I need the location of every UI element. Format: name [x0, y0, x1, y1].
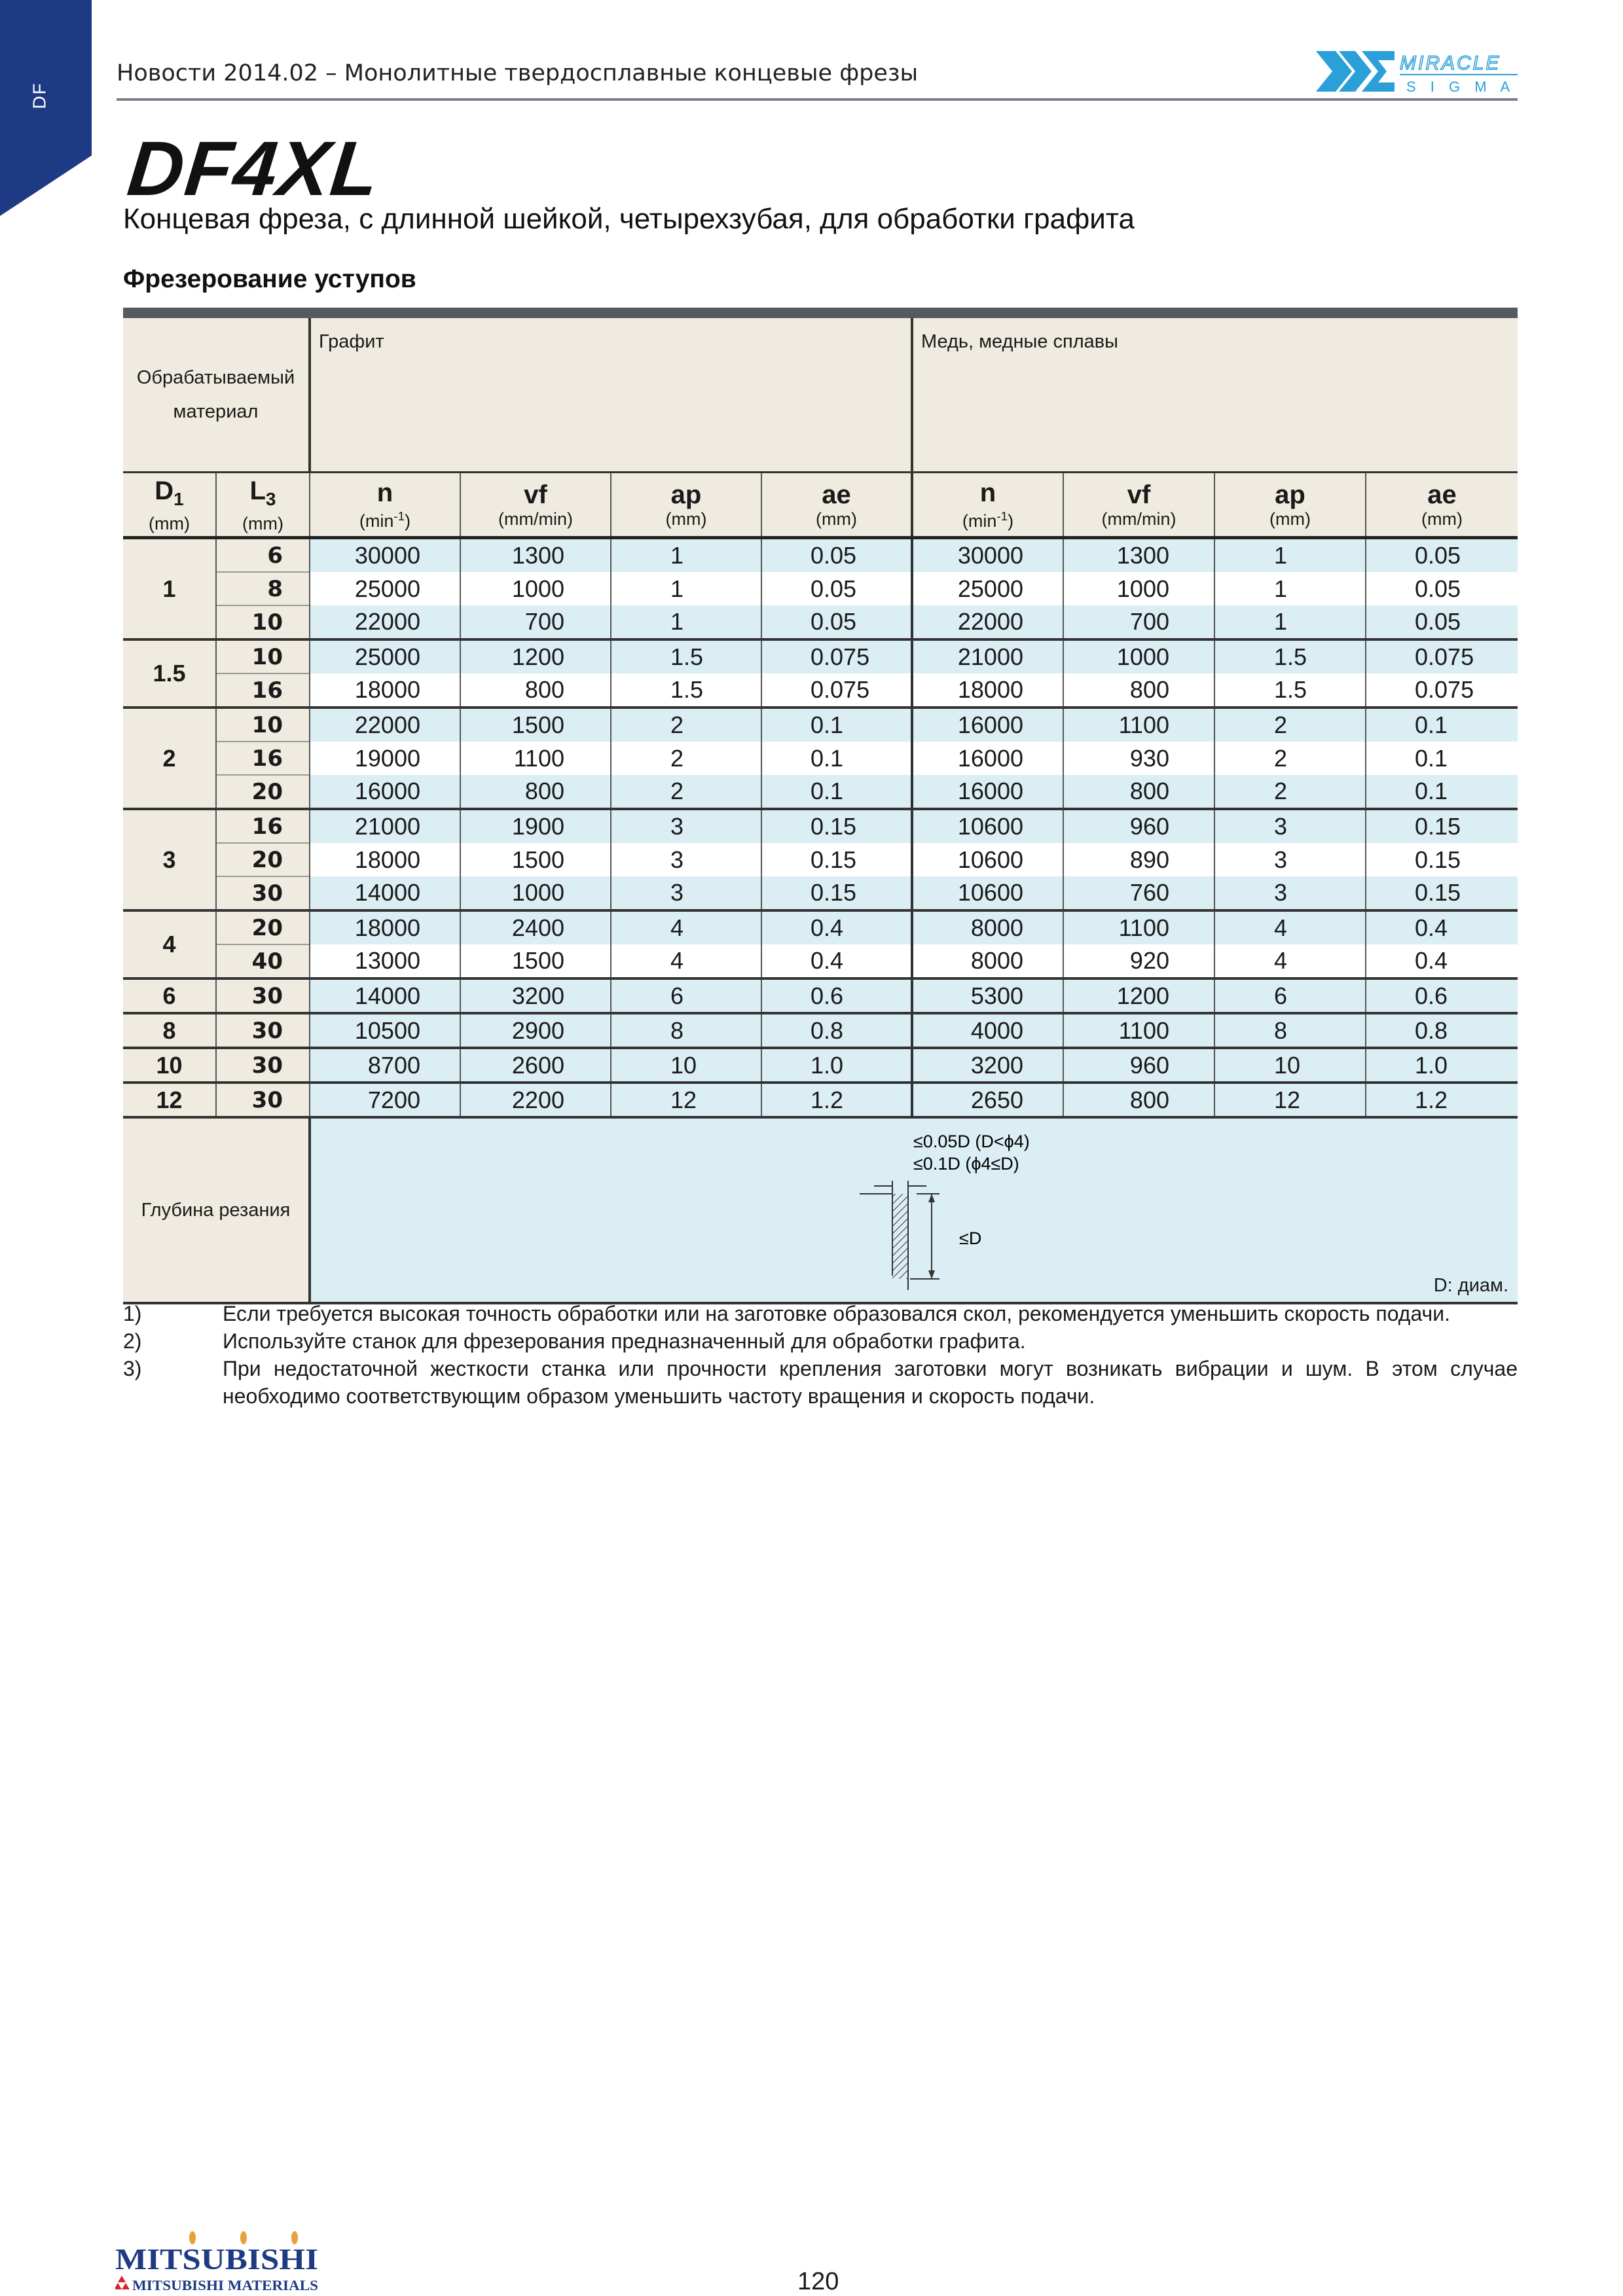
copper-n-cell: 8000: [912, 944, 1063, 978]
depth-of-cut-diagram: [310, 1117, 1518, 1303]
cutting-conditions-table: [123, 318, 1518, 1304]
graphite-vf-cell: 1000: [460, 572, 611, 605]
depth-ae-condition-1: ≤0.05D (D<ϕ4): [913, 1132, 1030, 1151]
col-header-n-graphite: n $(\min^{-1})$: [310, 473, 460, 538]
neck-length-cell: 30: [216, 876, 310, 910]
neck-length-cell: 6: [216, 538, 310, 573]
graphite-n-cell: 21000: [310, 809, 460, 843]
copper-n-cell: 21000: [912, 639, 1063, 673]
copper-ae-cell: 0.1: [1366, 775, 1518, 809]
copper-vf-cell: 920: [1063, 944, 1214, 978]
neck-length-cell: 8: [216, 572, 310, 605]
graphite-n-cell: 10500: [310, 1013, 460, 1048]
graphite-ap-cell: 4: [611, 944, 761, 978]
depth-of-cut-label: Глубина резания: [123, 1117, 310, 1303]
graphite-n-cell: 25000: [310, 572, 460, 605]
copper-vf-cell: 960: [1063, 809, 1214, 843]
col-header-ae-graphite: ae (mm): [761, 473, 912, 538]
graphite-ap-cell: 1: [611, 538, 761, 573]
neck-length-cell: 10: [216, 605, 310, 639]
neck-length-cell: 16: [216, 673, 310, 708]
copper-ap-cell: 1.5: [1214, 673, 1366, 708]
column-header-row: [123, 473, 1518, 538]
table-row: [123, 944, 1518, 978]
diameter-note: D: диам.: [1433, 1275, 1509, 1296]
copper-vf-cell: 760: [1063, 876, 1214, 910]
table-row: [123, 708, 1518, 742]
col-header-vf-copper: vf (mm/min): [1063, 473, 1214, 538]
table-row: [123, 1083, 1518, 1117]
graphite-vf-cell: 1300: [460, 538, 611, 573]
graphite-ap-cell: 4: [611, 910, 761, 944]
neck-length-cell: 30: [216, 1048, 310, 1083]
graphite-ap-cell: 2: [611, 742, 761, 775]
copper-n-cell: 3200: [912, 1048, 1063, 1083]
copper-n-cell: 10600: [912, 876, 1063, 910]
graphite-n-cell: 13000: [310, 944, 460, 978]
col-header-ap-copper: ap (mm): [1214, 473, 1366, 538]
note-number: 2): [123, 1329, 142, 1353]
table-row: [123, 538, 1518, 573]
diameter-cell: 4: [123, 910, 216, 978]
graphite-ae-cell: 0.075: [761, 673, 912, 708]
copper-ae-cell: 1.2: [1366, 1083, 1518, 1117]
copper-ap-cell: 1: [1214, 605, 1366, 639]
copper-ae-cell: 0.4: [1366, 944, 1518, 978]
copper-ap-cell: 3: [1214, 876, 1366, 910]
graphite-n-cell: 25000: [310, 639, 460, 673]
table-row: [123, 775, 1518, 809]
copper-n-cell: 4000: [912, 1013, 1063, 1048]
neck-length-cell: 20: [216, 775, 310, 809]
graphite-vf-cell: 1000: [460, 876, 611, 910]
graphite-ap-cell: 12: [611, 1083, 761, 1117]
copper-vf-cell: 800: [1063, 1083, 1214, 1117]
copper-vf-cell: 960: [1063, 1048, 1214, 1083]
material-label-line1: Обрабатываемый: [136, 367, 295, 388]
copper-vf-cell: 800: [1063, 775, 1214, 809]
copper-n-cell: 5300: [912, 978, 1063, 1013]
graphite-ap-cell: 3: [611, 843, 761, 876]
graphite-vf-cell: 3200: [460, 978, 611, 1013]
section-title: Фрезерование уступов: [123, 265, 416, 293]
copper-vf-cell: 1200: [1063, 978, 1214, 1013]
section-tab-label: DF: [29, 82, 50, 109]
note-text: Используйте станок для фрезерования предназначенный для обработки графита.: [223, 1329, 1026, 1353]
copper-n-cell: 10600: [912, 843, 1063, 876]
copper-ap-cell: 4: [1214, 944, 1366, 978]
page-number: 120: [797, 2268, 839, 2295]
copper-vf-cell: 890: [1063, 843, 1214, 876]
page-header-title: Новости 2014.02 – Монолитные твердосплавные концевые фрезы: [117, 60, 919, 86]
logo-mitsubishi: MITSUBISHI: [115, 2242, 318, 2276]
graphite-n-cell: 8700: [310, 1048, 460, 1083]
depth-ap-condition: ≤D: [959, 1229, 982, 1248]
neck-length-cell: 16: [216, 809, 310, 843]
graphite-n-cell: 14000: [310, 978, 460, 1013]
note-item: [123, 1355, 1518, 1410]
graphite-ae-cell: 1.0: [761, 1048, 912, 1083]
diameter-cell: 2: [123, 708, 216, 809]
depth-ae-condition-2: ≤0.1D (ϕ4≤D): [913, 1154, 1019, 1174]
copper-ae-cell: 0.15: [1366, 809, 1518, 843]
copper-n-cell: 2650: [912, 1083, 1063, 1117]
graphite-ae-cell: 0.05: [761, 605, 912, 639]
copper-ae-cell: 0.1: [1366, 742, 1518, 775]
graphite-vf-cell: 800: [460, 673, 611, 708]
table-row: [123, 572, 1518, 605]
note-number: 3): [123, 1357, 142, 1380]
graphite-ap-cell: 10: [611, 1048, 761, 1083]
graphite-ae-cell: 0.05: [761, 572, 912, 605]
diameter-cell: 1: [123, 538, 216, 640]
neck-length-cell: 10: [216, 639, 310, 673]
material-label-line2: материал: [173, 401, 259, 422]
graphite-ae-cell: 0.4: [761, 910, 912, 944]
copper-ap-cell: 1: [1214, 538, 1366, 573]
copper-ap-cell: 12: [1214, 1083, 1366, 1117]
graphite-ap-cell: 6: [611, 978, 761, 1013]
diameter-cell: 6: [123, 978, 216, 1013]
diameter-cell: 3: [123, 809, 216, 910]
graphite-ap-cell: 8: [611, 1013, 761, 1048]
graphite-vf-cell: 1100: [460, 742, 611, 775]
copper-ae-cell: 0.05: [1366, 572, 1518, 605]
copper-vf-cell: 1000: [1063, 639, 1214, 673]
graphite-vf-cell: 2400: [460, 910, 611, 944]
graphite-ap-cell: 1.5: [611, 639, 761, 673]
copper-ae-cell: 0.075: [1366, 673, 1518, 708]
copper-ae-cell: 0.15: [1366, 876, 1518, 910]
graphite-ap-cell: 1.5: [611, 673, 761, 708]
graphite-n-cell: 14000: [310, 876, 460, 910]
graphite-ap-cell: 2: [611, 775, 761, 809]
diameter-cell: 8: [123, 1013, 216, 1048]
graphite-ap-cell: 1: [611, 572, 761, 605]
graphite-vf-cell: 700: [460, 605, 611, 639]
copper-n-cell: 16000: [912, 708, 1063, 742]
graphite-n-cell: 22000: [310, 605, 460, 639]
graphite-ae-cell: 0.15: [761, 809, 912, 843]
graphite-vf-cell: 1500: [460, 843, 611, 876]
graphite-ae-cell: 1.2: [761, 1083, 912, 1117]
graphite-ae-cell: 0.15: [761, 843, 912, 876]
col-header-n-copper: n $(\min^{-1})$: [912, 473, 1063, 538]
copper-ap-cell: 2: [1214, 708, 1366, 742]
graphite-vf-cell: 2600: [460, 1048, 611, 1083]
neck-length-cell: 30: [216, 1083, 310, 1117]
graphite-n-cell: 16000: [310, 775, 460, 809]
col-header-vf-graphite: vf (mm/min): [460, 473, 611, 538]
copper-ap-cell: 2: [1214, 742, 1366, 775]
neck-length-cell: 40: [216, 944, 310, 978]
graphite-ae-cell: 0.1: [761, 742, 912, 775]
graphite-ae-cell: 0.075: [761, 639, 912, 673]
graphite-n-cell: 18000: [310, 843, 460, 876]
graphite-n-cell: 30000: [310, 538, 460, 573]
graphite-vf-cell: 1900: [460, 809, 611, 843]
note-text: При недостаточной жесткости станка или прочности крепления заготовки могут возникать вибрации и шум. В этом случае необходимо соответствующим образом уменьшить частоту вращения и скорость подачи.: [223, 1357, 1518, 1408]
table-row: [123, 809, 1518, 843]
col-header-d1: $D_1$ (mm): [123, 473, 216, 538]
copper-n-cell: 22000: [912, 605, 1063, 639]
graphite-ae-cell: 0.8: [761, 1013, 912, 1048]
copper-n-cell: 16000: [912, 742, 1063, 775]
neck-length-cell: 16: [216, 742, 310, 775]
graphite-ap-cell: 2: [611, 708, 761, 742]
table-row: [123, 910, 1518, 944]
depth-of-cut-figure: [311, 1119, 1519, 1302]
product-name: DF4XL: [124, 126, 384, 212]
graphite-ae-cell: 0.15: [761, 876, 912, 910]
copper-n-cell: 8000: [912, 910, 1063, 944]
graphite-ae-cell: 0.6: [761, 978, 912, 1013]
copper-ae-cell: 0.05: [1366, 538, 1518, 573]
graphite-vf-cell: 1500: [460, 708, 611, 742]
copper-ap-cell: 6: [1214, 978, 1366, 1013]
neck-length-cell: 20: [216, 843, 310, 876]
copper-n-cell: 30000: [912, 538, 1063, 573]
graphite-n-cell: 19000: [310, 742, 460, 775]
notes-list: [123, 1300, 1518, 1410]
copper-vf-cell: 1100: [1063, 910, 1214, 944]
graphite-n-cell: 7200: [310, 1083, 460, 1117]
note-number: 1): [123, 1302, 142, 1325]
note-item: [123, 1327, 1518, 1355]
copper-ap-cell: 10: [1214, 1048, 1366, 1083]
neck-length-cell: 30: [216, 978, 310, 1013]
col-header-ap-graphite: ap (mm): [611, 473, 761, 538]
note-item: [123, 1300, 1518, 1327]
copper-ae-cell: 0.1: [1366, 708, 1518, 742]
table-row: [123, 742, 1518, 775]
copper-ap-cell: 1.5: [1214, 639, 1366, 673]
table-row: [123, 605, 1518, 639]
miracle-sigma-logo: [1316, 45, 1519, 98]
table-top-bar: [123, 308, 1518, 318]
neck-length-cell: 10: [216, 708, 310, 742]
graphite-vf-cell: 1500: [460, 944, 611, 978]
header-divider: [117, 98, 1518, 101]
copper-vf-cell: 700: [1063, 605, 1214, 639]
graphite-vf-cell: 800: [460, 775, 611, 809]
graphite-n-cell: 18000: [310, 910, 460, 944]
copper-vf-cell: 1100: [1063, 708, 1214, 742]
depth-of-cut-row: [123, 1117, 1518, 1303]
copper-n-cell: 10600: [912, 809, 1063, 843]
graphite-ae-cell: 0.1: [761, 775, 912, 809]
material-row: [123, 318, 1518, 473]
graphite-vf-cell: 1200: [460, 639, 611, 673]
copper-n-cell: 18000: [912, 673, 1063, 708]
mitsubishi-materials-logo: [115, 2229, 318, 2294]
graphite-ae-cell: 0.1: [761, 708, 912, 742]
table-row: [123, 876, 1518, 910]
copper-vf-cell: 800: [1063, 673, 1214, 708]
col-header-l3: $L_3$ (mm): [216, 473, 310, 538]
graphite-ap-cell: 3: [611, 809, 761, 843]
table-row: [123, 1048, 1518, 1083]
copper-n-cell: 25000: [912, 572, 1063, 605]
material-graphite: Графит: [310, 318, 912, 473]
table-row: [123, 843, 1518, 876]
copper-ae-cell: 1.0: [1366, 1048, 1518, 1083]
table-row: [123, 639, 1518, 673]
copper-ap-cell: 3: [1214, 809, 1366, 843]
material-label: [123, 318, 310, 473]
table-row: [123, 978, 1518, 1013]
copper-ae-cell: 0.8: [1366, 1013, 1518, 1048]
diameter-cell: 10: [123, 1048, 216, 1083]
neck-length-cell: 30: [216, 1013, 310, 1048]
note-text: Если требуется высокая точность обработки или на заготовке образовался скол, рекомендуется уменьшить скорость подачи.: [223, 1302, 1450, 1325]
diameter-cell: 1.5: [123, 639, 216, 708]
copper-ap-cell: 2: [1214, 775, 1366, 809]
copper-vf-cell: 930: [1063, 742, 1214, 775]
graphite-n-cell: 18000: [310, 673, 460, 708]
copper-ae-cell: 0.4: [1366, 910, 1518, 944]
copper-ap-cell: 1: [1214, 572, 1366, 605]
graphite-ae-cell: 0.05: [761, 538, 912, 573]
copper-ap-cell: 3: [1214, 843, 1366, 876]
graphite-vf-cell: 2200: [460, 1083, 611, 1117]
table-row: [123, 1013, 1518, 1048]
material-copper: Медь, медные сплавы: [912, 318, 1518, 473]
graphite-ap-cell: 3: [611, 876, 761, 910]
copper-ae-cell: 0.6: [1366, 978, 1518, 1013]
diameter-cell: 12: [123, 1083, 216, 1117]
copper-vf-cell: 1300: [1063, 538, 1214, 573]
product-description: Концевая фреза, с длинной шейкой, четырехзубая, для обработки графита: [123, 203, 1135, 235]
copper-vf-cell: 1100: [1063, 1013, 1214, 1048]
copper-ae-cell: 0.05: [1366, 605, 1518, 639]
logo-mitsubishi-materials: MITSUBISHI MATERIALS: [132, 2277, 318, 2293]
logo-word-sigma: S I G M A: [1406, 79, 1516, 95]
graphite-ae-cell: 0.4: [761, 944, 912, 978]
neck-length-cell: 20: [216, 910, 310, 944]
table-row: [123, 673, 1518, 708]
copper-ap-cell: 4: [1214, 910, 1366, 944]
copper-ae-cell: 0.075: [1366, 639, 1518, 673]
copper-ap-cell: 8: [1214, 1013, 1366, 1048]
copper-ae-cell: 0.15: [1366, 843, 1518, 876]
col-header-ae-copper: ae (mm): [1366, 473, 1518, 538]
copper-n-cell: 16000: [912, 775, 1063, 809]
copper-vf-cell: 1000: [1063, 572, 1214, 605]
graphite-ap-cell: 1: [611, 605, 761, 639]
logo-word-miracle: MIRACLE: [1400, 52, 1501, 74]
graphite-n-cell: 22000: [310, 708, 460, 742]
graphite-vf-cell: 2900: [460, 1013, 611, 1048]
